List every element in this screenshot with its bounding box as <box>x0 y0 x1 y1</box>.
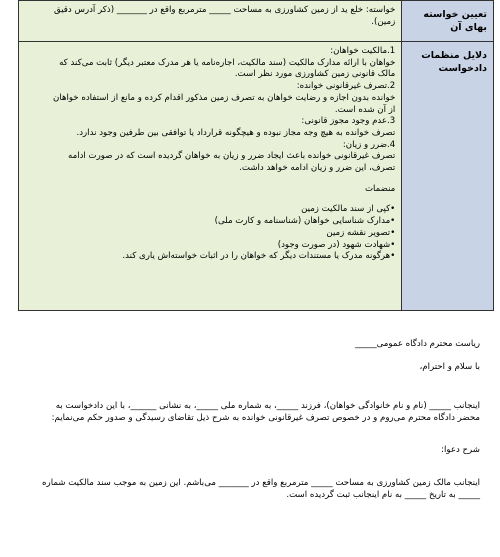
reason-line: تصرف خوانده به هیچ وجه مجاز نبوده و هیچگونه قرارداد یا توافقی بین طرفین وجود ندارد. <box>76 127 396 138</box>
attachment-item: •هرگونه مدرک یا مستندات دیگر که خواهان را در اثبات خواسته‌اش یاری کند. <box>122 251 396 262</box>
reasons-label-cell <box>402 42 494 311</box>
reason-line: خواهان با ارائه مدارک مالکیت (سند مالکیت، اجاره‌نامه یا هر مدرک معتبر دیگر) ثابت می‌کند که <box>59 57 396 68</box>
claim-label: تعیین خواسته بهای آن <box>423 9 487 33</box>
claim-paragraph-line: اینجانب مالک زمین کشاورزی به مساحت _____ مترمربع واقع در _______ می‌باشم. این زمین به موجب سند مالکیت شماره <box>42 478 480 488</box>
attachment-item: •شهادت شهود (در صورت وجود) <box>277 239 396 250</box>
reason-line: خوانده بدون اجازه و رضایت خواهان به تصرف زمین مذکور اقدام کرده و مانع از استفاده خواهان <box>53 92 396 103</box>
claim-line: زمین). <box>371 16 396 27</box>
petition-letter <box>22 338 480 501</box>
claim-line: خواسته: خلع ید از زمین کشاورزی به مساحت _____ مترمربع واقع در _______ (ذکر آدرس دقیق <box>54 5 396 15</box>
addressee: ریاست محترم دادگاه عمومی_____ <box>355 339 480 349</box>
attachment-item: •مدارک شناسایی خواهان (شناسنامه و کارت ملی) <box>214 216 396 227</box>
reasons-body-cell <box>19 42 402 311</box>
reason-line: از آن شده است. <box>334 104 396 115</box>
reason-line: تصرف، این ضرر و زیان ادامه خواهد داشت. <box>239 163 396 174</box>
reason-line: تصرف غیرقانونی خوانده باعث ایجاد ضرر و زیان به خواهان گردیده است که در صورت ادامه <box>67 151 396 162</box>
table-row-claim <box>19 1 494 42</box>
attachment-item: •کپی از سند مالکیت زمین <box>301 204 396 215</box>
attachment-item: •تصویر نقشه زمین <box>326 227 396 238</box>
claim-body-cell <box>19 1 402 42</box>
intro-paragraph-line: محضر دادگاه محترم می‌روم و در خصوص تصرف غیرقانونی خوانده به شرح ذیل تقاضای رسیدگی و صدور حکم می‌نمایم: <box>51 413 480 423</box>
section-title: شرح دعوا: <box>441 445 480 455</box>
reasons-label: دلایل منظمات دادخواست <box>421 50 487 74</box>
table-row-reasons <box>19 42 494 311</box>
petition-table <box>18 0 494 311</box>
reason-line: 1.مالکیت خواهان: <box>330 46 396 56</box>
reason-line: مالک قانونی زمین کشاورزی مورد نظر است. <box>234 69 396 80</box>
claim-paragraph-line: _____ به تاریخ _____ به نام اینجانب ثبت گردیده است. <box>286 490 480 500</box>
reason-line: 4.ضرر و زیان: <box>342 139 396 150</box>
reason-line: 3.عدم وجود مجوز قانونی: <box>301 116 396 127</box>
attachments-title: منضمات <box>364 183 396 194</box>
reasons-text <box>19 42 401 263</box>
intro-paragraph-line: اینجانب _____ (نام و نام خانوادگی خواهان)، فرزند _____، به شماره ملی _____، به نشانی ______، با این دادخواست به <box>55 401 480 411</box>
claim-text <box>19 1 401 28</box>
greeting: با سلام و احترام، <box>419 362 480 372</box>
claim-label-cell <box>402 1 494 42</box>
reason-line: 2.تصرف غیرقانونی خوانده: <box>296 81 396 92</box>
